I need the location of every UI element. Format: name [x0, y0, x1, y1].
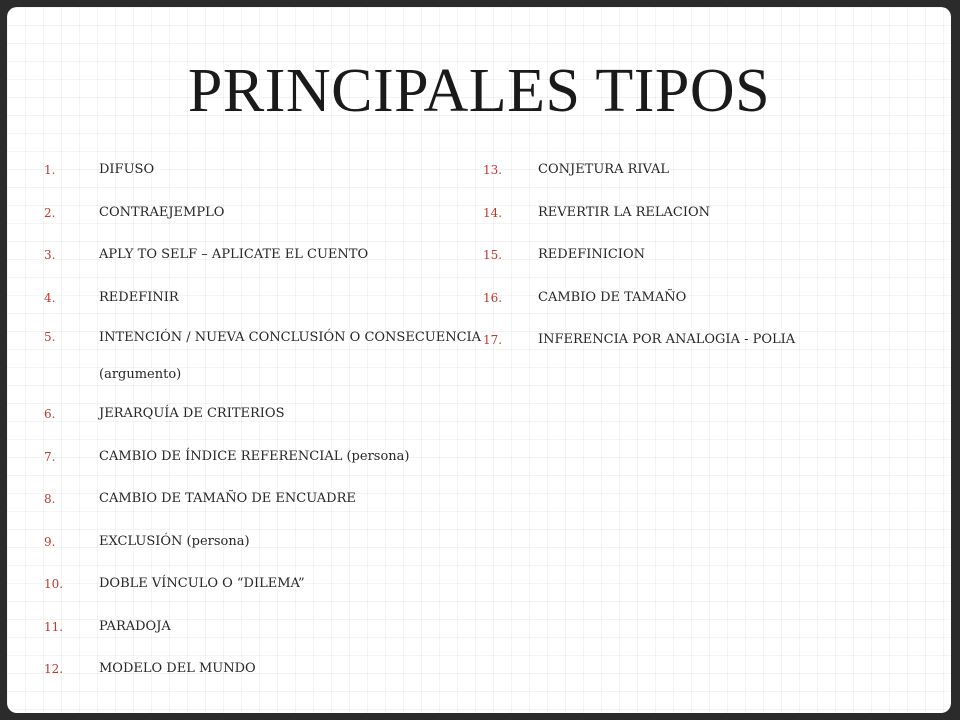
list-item: [44, 234, 484, 277]
item-number: 13.: [483, 163, 503, 177]
item-text: DOBLE VÍNCULO O “DILEMA”: [99, 576, 305, 591]
item-number: 16.: [483, 290, 503, 305]
item-number: 17.: [483, 333, 503, 347]
item-text: REDEFINIR: [99, 289, 179, 305]
item-text: DIFUSO: [99, 162, 155, 177]
item-text: PARADOJA: [99, 618, 171, 634]
item-number: 15.: [483, 248, 503, 262]
list-item: [483, 277, 923, 320]
item-number: 4.: [44, 290, 56, 305]
right-list: [483, 149, 923, 362]
list-item: [44, 606, 484, 649]
item-text: REVERTIR LA RELACION: [538, 204, 711, 220]
item-text: MODELO DEL MUNDO: [99, 661, 256, 676]
item-number: 9.: [44, 534, 56, 549]
item-text: APLY TO SELF – APLICATE EL CUENTO: [99, 247, 369, 262]
list-item: [44, 436, 484, 479]
list-item: [44, 277, 484, 320]
left-list: [44, 149, 484, 691]
item-text: INFERENCIA POR ANALOGIA - POLIA: [538, 332, 796, 347]
item-number: 6.: [44, 407, 56, 421]
list-item: [44, 393, 484, 436]
item-number: 2.: [44, 205, 56, 220]
item-text: INTENCIÓN / NUEVA CONCLUSIÓN O CONSECUENCIA (argumento): [99, 330, 482, 382]
item-number: 12.: [44, 662, 64, 676]
item-text: REDEFINICION: [538, 247, 645, 262]
item-text: JERARQUÍA DE CRITERIOS: [99, 406, 285, 421]
list-item: [44, 319, 484, 393]
item-text: EXCLUSIÓN (persona): [99, 533, 250, 549]
item-number: 7.: [44, 449, 56, 464]
list-item: [44, 648, 484, 691]
item-number: 1.: [44, 163, 56, 177]
item-text: CAMBIO DE TAMAÑO DE ENCUADRE: [99, 491, 356, 506]
item-text: CAMBIO DE TAMAÑO: [538, 289, 687, 305]
list-item: [44, 478, 484, 521]
list-item: [44, 563, 484, 606]
item-number: 14.: [483, 205, 503, 220]
list-item: [44, 192, 484, 235]
item-text: CONJETURA RIVAL: [538, 162, 670, 177]
item-text: CONTRAEJEMPLO: [99, 204, 225, 220]
slide: [7, 7, 951, 713]
list-item: [44, 521, 484, 564]
item-number: 3.: [44, 248, 56, 262]
list-item: [483, 149, 923, 192]
list-item: [483, 319, 923, 362]
item-number: 11.: [44, 619, 64, 634]
list-item: [44, 149, 484, 192]
slide-title: PRINCIPALES TIPOS: [187, 57, 771, 125]
item-number: 10.: [44, 577, 64, 591]
item-number: 5.: [44, 330, 56, 344]
item-text: CAMBIO DE ÍNDICE REFERENCIAL (persona): [99, 448, 410, 464]
item-number: 8.: [44, 492, 56, 506]
list-item: [483, 192, 923, 235]
list-item: [483, 234, 923, 277]
